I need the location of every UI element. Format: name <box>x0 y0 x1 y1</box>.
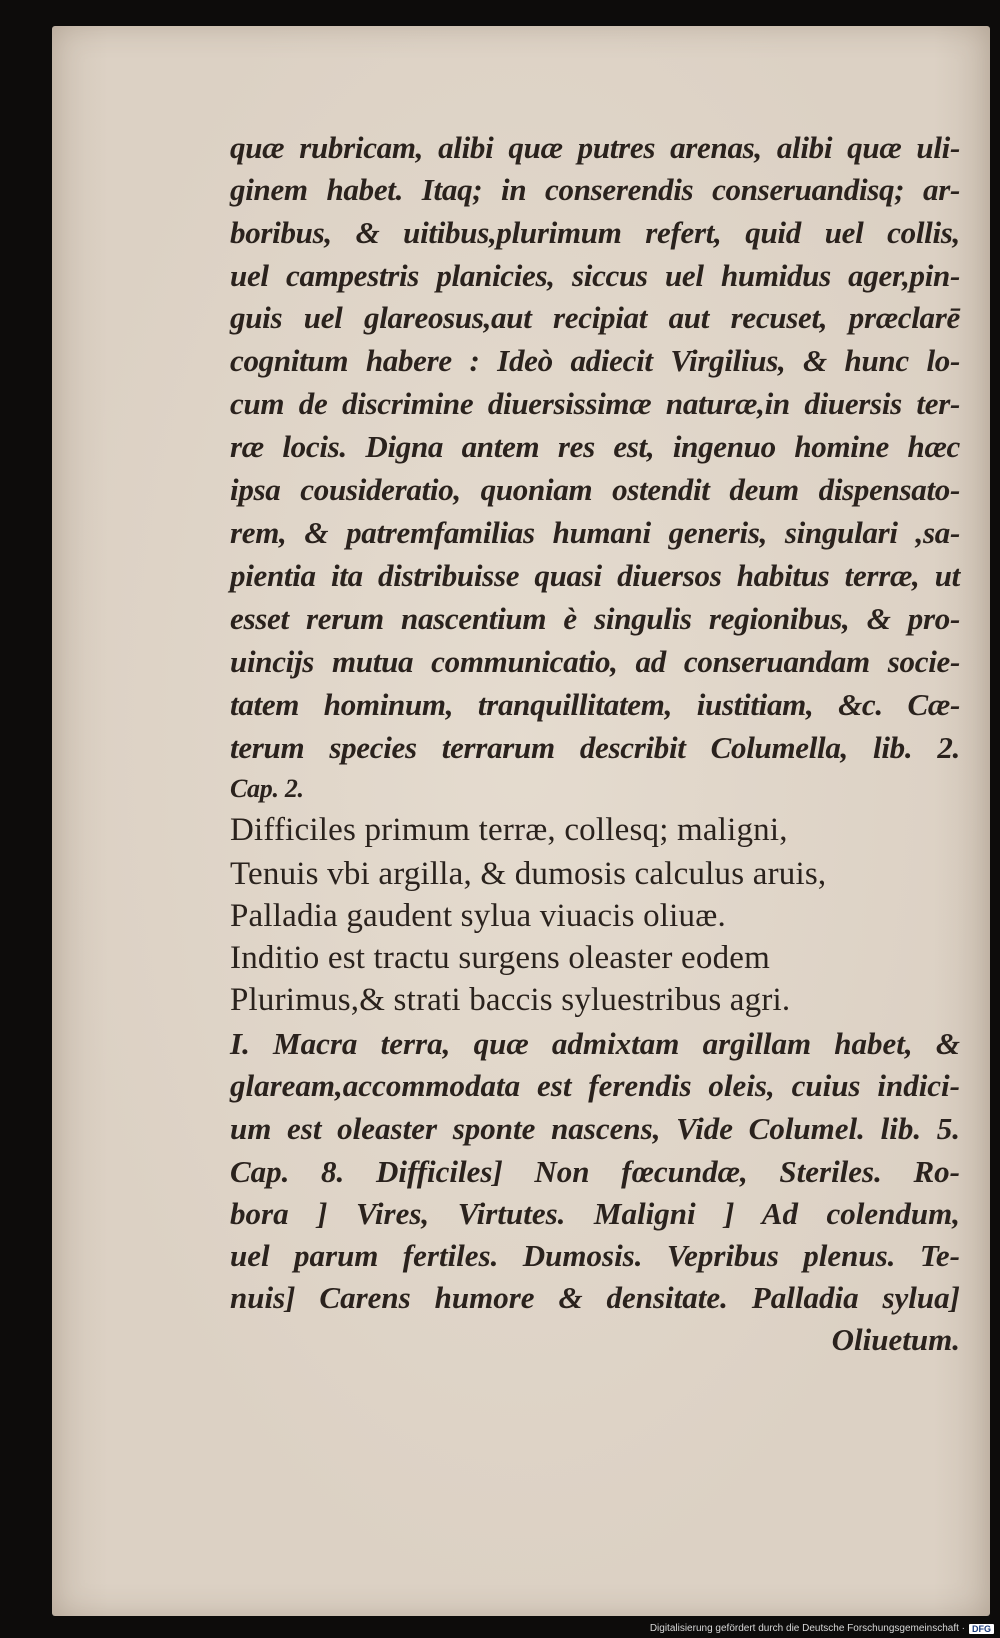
prose-line: pientia ita distribuisse quasi diuersos habitus terræ, ut <box>230 558 960 593</box>
commentary-line: glaream,accommodata est ferendis oleis, cuius indici- <box>230 1068 960 1103</box>
prose-line: terum species terrarum describit Columella, lib. 2. <box>230 730 960 765</box>
prose-line: uel campestris planicies, siccus uel humidus ager,pin- <box>230 258 960 293</box>
verse-line: Tenuis vbi argilla, & dumosis calculus aruis, <box>230 856 827 892</box>
book-page <box>52 26 990 1616</box>
digitization-footer <box>650 1623 994 1634</box>
prose-line: ginem habet. Itaq; in conserendis conseruandisq; ar- <box>230 172 960 207</box>
prose-line: uincijs mutua communicatio, ad conseruandam socie- <box>230 644 960 679</box>
footer-text: Digitalisierung gefördert durch die Deutsche Forschungsgemeinschaft · <box>649 1623 965 1634</box>
commentary-line: um est oleaster sponte nascens, Vide Columel. lib. 5. <box>230 1111 960 1146</box>
commentary-line: Cap. 8. Difficiles] Non fœcundæ, Steriles. Ro- <box>230 1154 960 1189</box>
verse-line: Plurimus,& strati baccis syluestribus agri. <box>230 982 791 1018</box>
prose-line: boribus, & uitibus,plurimum refert, quid uel collis, <box>230 215 960 250</box>
prose-line: esset rerum nascentium è singulis regionibus, & pro- <box>230 601 960 636</box>
verse-line: Inditio est tractu surgens oleaster eodem <box>230 940 771 976</box>
dfg-logo: DFG <box>969 1624 994 1634</box>
verse-line: Palladia gaudent sylua viuacis oliuæ. <box>230 898 726 934</box>
commentary-line: uel parum fertiles. Dumosis. Vepribus plenus. Te- <box>230 1238 960 1273</box>
commentary-line: Oliuetum. <box>831 1322 960 1357</box>
commentary-line: bora ] Vires, Virtutes. Maligni ] Ad colendum, <box>230 1196 960 1231</box>
prose-line: cum de discrimine diuersissimæ naturæ,in diuersis ter- <box>230 386 960 421</box>
commentary-line: I. Macra terra, quæ admixtam argillam habet, & <box>230 1026 960 1061</box>
prose-line: ræ locis. Digna antem res est, ingenuo homine hæc <box>230 429 960 464</box>
prose-line: rem, & patremfamilias humani generis, singulari ,sa- <box>230 515 960 550</box>
verse-line: Difficiles primum terræ, collesq; maligni, <box>230 812 788 848</box>
prose-line: quæ rubricam, alibi quæ putres arenas, alibi quæ uli- <box>230 130 960 165</box>
prose-line: cognitum habere : Ideò adiecit Virgilius, & hunc lo- <box>230 343 960 378</box>
prose-line: ipsa cousideratio, quoniam ostendit deum dispensato- <box>230 472 960 507</box>
commentary-line: nuis] Carens humore & densitate. Palladia sylua] <box>230 1280 960 1315</box>
prose-line: tatem hominum, tranquillitatem, iustitiam, &c. Cæ- <box>230 687 960 722</box>
prose-line: guis uel glareosus,aut recipiat aut recuset, præclarē <box>230 300 960 335</box>
prose-line: Cap. 2. <box>230 774 304 803</box>
